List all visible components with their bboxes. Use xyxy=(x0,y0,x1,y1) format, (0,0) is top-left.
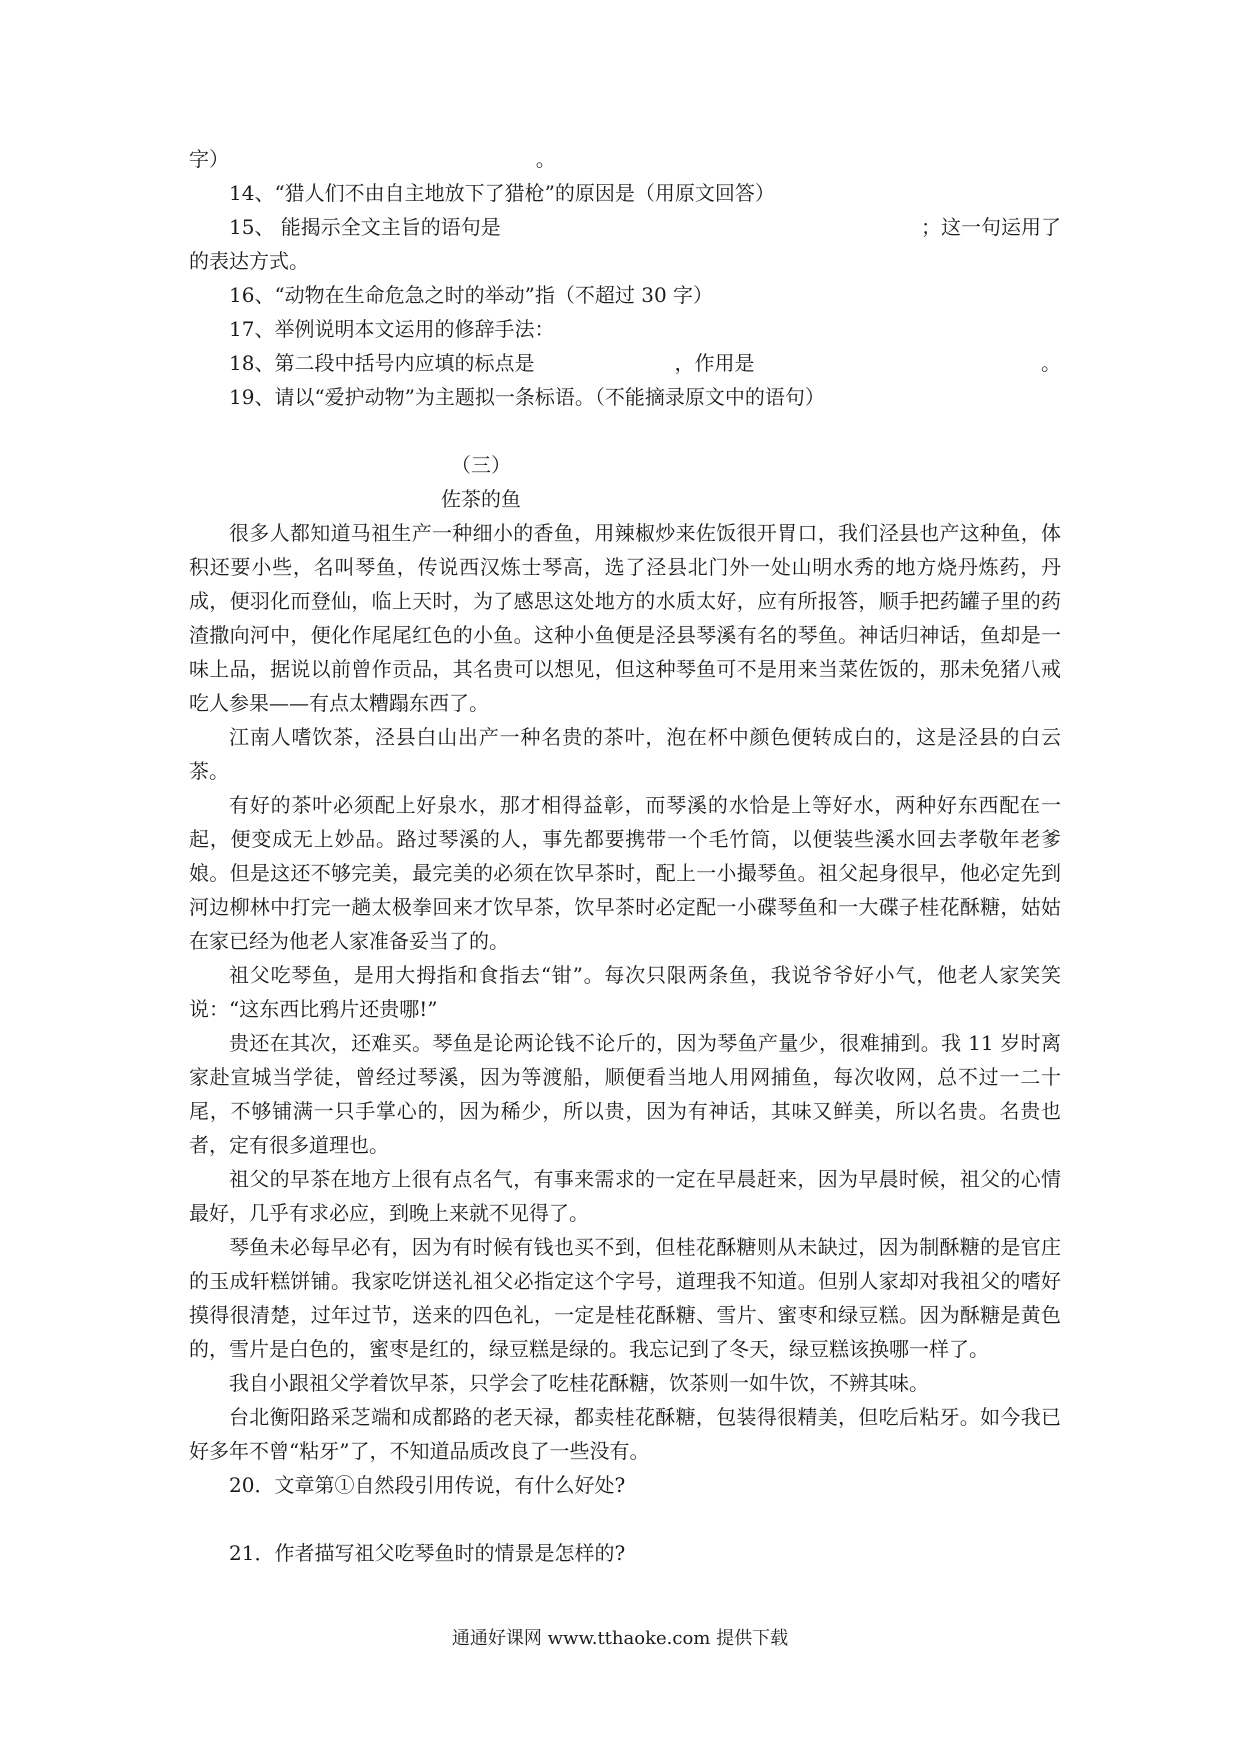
question-15 xyxy=(189,210,1061,244)
question-15-continued: 的表达方式。 xyxy=(189,249,309,273)
paragraph-9: 台北衡阳路采芝端和成都路的老天禄，都卖桂花酥糖，包装得很精美，但吃后粘牙。如今我已好多年不曾“粘牙”了，不知道品质改良了一些没有。 xyxy=(189,1405,1061,1463)
question-17: 17、举例说明本文运用的修辞手法： xyxy=(229,317,555,341)
footer-credit: 通通好课网 www.tthaoke.com 提供下载 xyxy=(451,1628,789,1649)
question-20: 20．文章第①自然段引用传说，有什么好处? xyxy=(229,1473,626,1497)
paragraph-7: 琴鱼未必每早必有，因为有时候有钱也买不到，但桂花酥糖则从未缺过，因为制酥糖的是官庄的玉成轩糕饼铺。我家吃饼送礼祖父必指定这个字号，道理我不知道。但别人家却对我祖父的嗜好摸得很清楚，过年过节，送来的四色礼，一定是桂花酥糖、雪片、蜜枣和绿豆糕。因为酥糖是黄色的，雪片是白色的，蜜枣是红的，绿豆糕是绿的。我忘记到了冬天，绿豆糕该换哪一样了。 xyxy=(189,1235,1061,1361)
paragraph-6: 祖父的早茶在地方上很有点名气，有事来需求的一定在早晨赶来，因为早晨时候，祖父的心情最好，几乎有求必应，到晚上来就不见得了。 xyxy=(189,1167,1061,1225)
paragraph-2: 江南人嗜饮茶，泾县白山出产一种名贵的茶叶，泡在杯中颜色便转成白的，这是泾县的白云茶。 xyxy=(189,725,1061,783)
article-title: 佐茶的鱼 xyxy=(441,487,521,511)
question-14: 14、“猎人们不由自主地放下了猎枪”的原因是（用原文回答） xyxy=(229,181,775,205)
q13-tail-left: 字） xyxy=(189,147,229,171)
answer-space xyxy=(189,1502,1061,1536)
question-19: 19、请以“爱护动物”为主题拟一条标语。（不能摘录原文中的语句） xyxy=(229,385,825,409)
paragraph-5: 贵还在其次，还难买。琴鱼是论两论钱不论斤的，因为琴鱼产量少，很难捕到。我 11 岁时离家赴宣城当学徒，曾经过琴溪，因为等渡船，顺便看当地人用网捕鱼，每次收网，总不过一二十尾，不够铺满一只手掌心的，因为稀少，所以贵，因为有神话，其味又鲜美，所以名贵。名贵也者，定有很多道理也。 xyxy=(189,1031,1061,1157)
question-18 xyxy=(189,346,1061,380)
spacer xyxy=(189,414,1061,448)
section-number: （三） xyxy=(451,453,511,477)
question-21: 21．作者描写祖父吃琴鱼时的情景是怎样的? xyxy=(229,1541,626,1565)
question-18-right: 。 xyxy=(1041,351,1061,375)
question-15-left: 15、 能揭示全文主旨的语句是 xyxy=(229,215,501,239)
q13-tail xyxy=(189,142,1061,176)
answer-blank xyxy=(754,346,1041,380)
document-page xyxy=(189,142,1061,1570)
question-18-mid: ，作用是 xyxy=(674,351,755,375)
paragraph-3: 有好的茶叶必须配上好泉水，那才相得益彰，而琴溪的水恰是上等好水，两种好东西配在一起，便变成无上妙品。路过琴溪的人，事先都要携带一个毛竹筒，以便装些溪水回去孝敬年老爹娘。但是这还不够完美，最完美的必须在饮早茶时，配上一小撮琴鱼。祖父起身很早，他必定先到河边柳林中打完一趟太极拳回来才饮早茶，饮早茶时必定配一小碟琴鱼和一大碟子桂花酥糖，姑姑在家已经为他老人家准备妥当了的。 xyxy=(189,793,1061,953)
paragraph-4: 祖父吃琴鱼，是用大拇指和食指去“钳”。每次只限两条鱼，我说爷爷好小气，他老人家笑笑说：“这东西比鸦片还贵哪!” xyxy=(189,963,1061,1021)
question-16: 16、“动物在生命危急之时的举动”指（不超过 30 字） xyxy=(229,283,714,307)
question-18-left: 18、第二段中括号内应填的标点是 xyxy=(229,351,535,375)
answer-blank xyxy=(534,346,674,380)
paragraph-1: 很多人都知道马祖生产一种细小的香鱼，用辣椒炒来佐饭很开胃口，我们泾县也产这种鱼，体积还要小些，名叫琴鱼，传说西汉炼士琴高，选了泾县北门外一处山明水秀的地方烧丹炼药，丹成，便羽化而登仙，临上天时，为了感思这处地方的水质太好，应有所报答，顺手把药罐子里的药渣撒向河中，便化作尾尾红色的小鱼。这种小鱼便是泾县琴溪有名的琴鱼。神话归神话，鱼却是一味上品，据说以前曾作贡品，其名贵可以想见，但这种琴鱼可不是用来当菜佐饭的，那未免猪八戒吃人参果——有点太糟蹋东西了。 xyxy=(189,521,1061,715)
question-15-right: ；这一句运用了 xyxy=(921,215,1061,239)
q13-tail-right: 。 xyxy=(535,147,556,171)
paragraph-8: 我自小跟祖父学着饮早茶，只学会了吃桂花酥糖，饮茶则一如牛饮，不辨其味。 xyxy=(229,1371,929,1395)
